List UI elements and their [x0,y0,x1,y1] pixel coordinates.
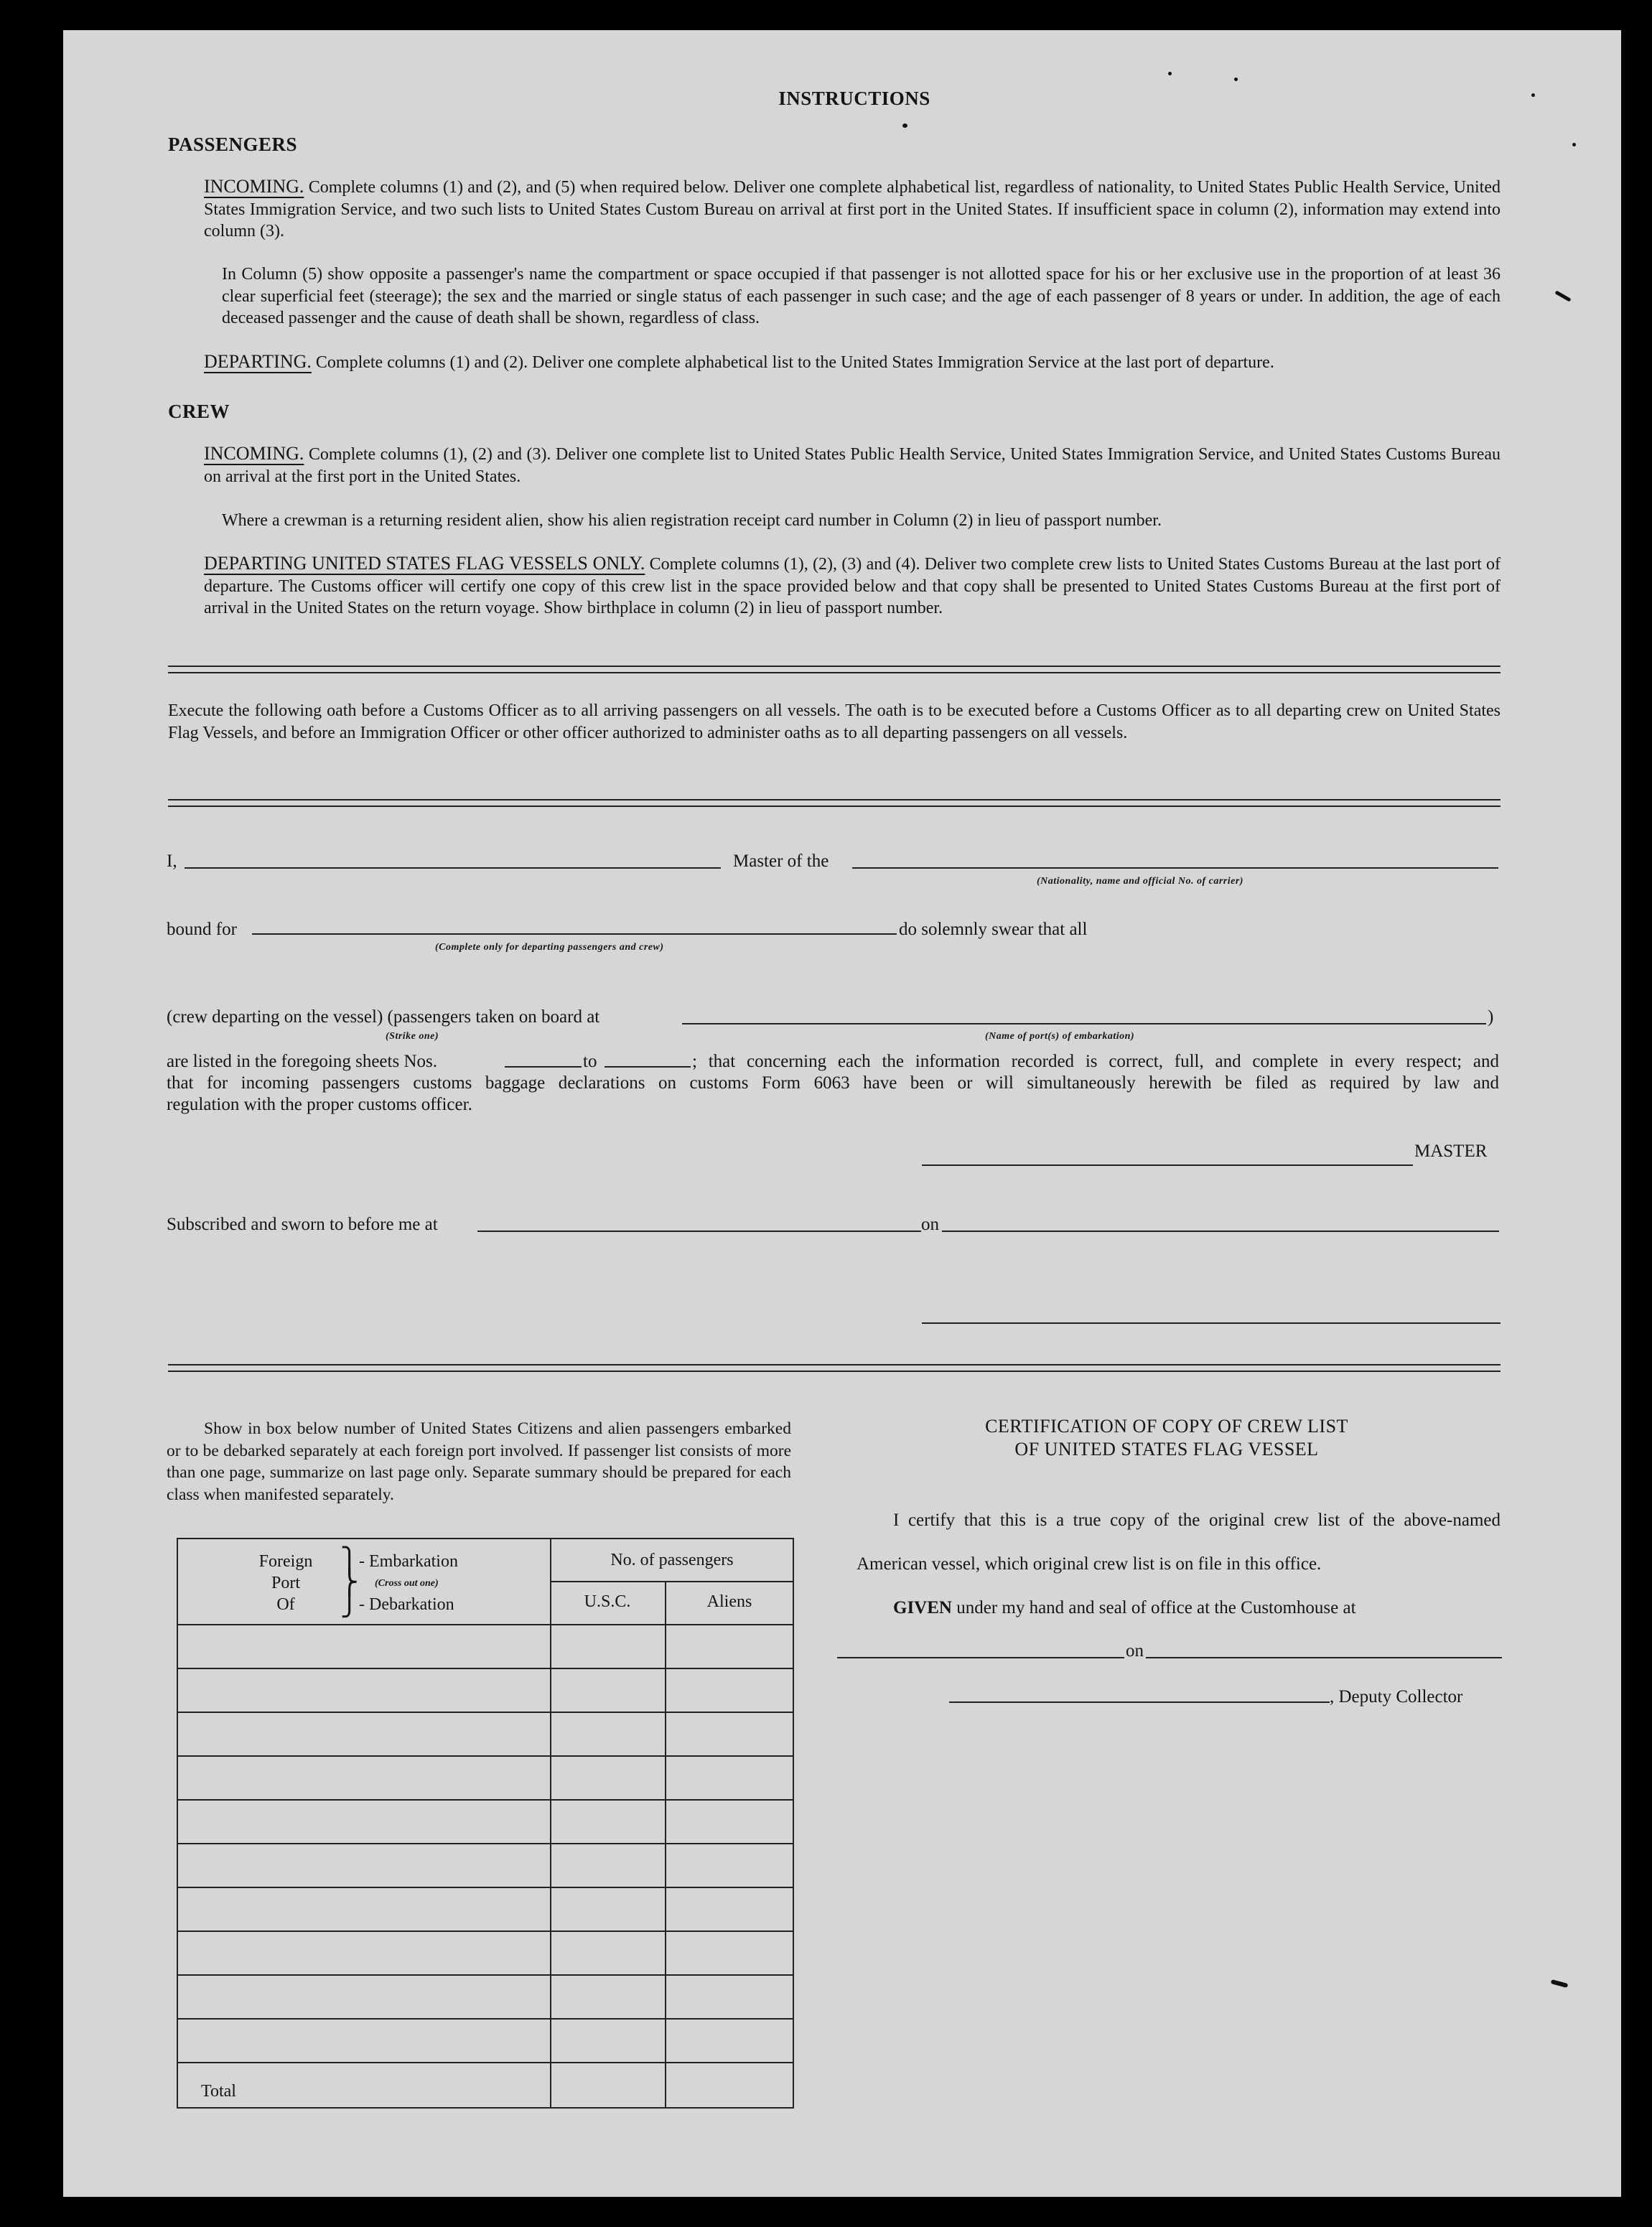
passenger-summary-table [177,1538,794,2109]
passengers-heading: PASSENGERS [168,134,298,155]
embarkation-port-field[interactable] [682,1023,1486,1024]
crew-incoming-label: INCOMING. [204,443,304,464]
sheet-from-field[interactable] [505,1066,582,1068]
passengers-departing-instructions [204,351,1501,374]
scan-speck [1572,143,1576,146]
to-label: to [583,1052,597,1071]
col-of: Of [276,1595,295,1614]
master-label: MASTER [1414,1141,1488,1161]
officer-signature-line[interactable] [922,1322,1501,1324]
table-header-divider [550,1581,794,1582]
passengers-departing-text: Complete columns (1) and (2). Deliver one complete alphabetical list to the United States Immigration Service at the last port of departure. [315,353,1274,372]
table-row[interactable] [178,1887,793,1888]
given-label: GIVEN [893,1598,952,1617]
listed-rest: ; that concerning each the information recorded is correct, full, and complete in every respect; and [692,1052,1499,1071]
table-row[interactable] [178,1799,793,1801]
bound-for-note: (Complete only for departing passengers and crew) [435,942,664,953]
crew-departing-instructions [204,553,1501,620]
carrier-field[interactable] [852,867,1498,869]
col-port: Port [271,1574,300,1592]
oath-i-label: I, [167,851,177,871]
passengers-incoming-instructions [204,176,1501,243]
page-title: INSTRUCTIONS [778,88,930,109]
oath-intro: Execute the following oath before a Customs Officer as to all arriving passengers on all vessels. The oath is to be executed before a Customs Officer as to all departing crew on United States Flag Vessels, and before an Immigration Officer or other officer authorized to administer oaths as to all departing passengers on all vessels. [168,701,1501,742]
cross-out-note: (Cross out one) [375,1578,439,1589]
deputy-signature-line[interactable] [949,1701,1330,1703]
master-signature-line[interactable] [922,1164,1413,1166]
table-row[interactable] [178,1668,793,1669]
section-divider [168,666,1501,673]
section-divider [168,799,1501,807]
certification-given [893,1598,1356,1618]
carrier-note: (Nationality, name and official No. of carrier) [1037,876,1243,887]
certification-on-label: on [1126,1641,1144,1661]
table-row[interactable] [178,2018,793,2020]
table-row[interactable] [178,1974,793,1976]
table-row[interactable] [178,2062,793,2063]
certification-line-2: American vessel, which original crew list is on file in this office. [857,1554,1322,1574]
summary-intro: Show in box below number of United States Citizens and alien passengers embarked or to be debarked separately at each foreign port involved. If passenger list consists of more than one page, summarize on last page only. Separate summary should be prepared for each class when manifested separately. [167,1419,791,1504]
sworn-on-label: on [921,1215,939,1234]
port-note: (Name of port(s) of embarkation) [985,1031,1135,1042]
table-row[interactable] [178,1624,793,1625]
bound-for-label: bound for [167,920,237,939]
crew-incoming-instructions [204,443,1501,487]
crew-departing-text: Complete columns (1), (2), (3) and (4). Deliver two complete crew lists to United States Customs Bureau at the last port of departure. The Customs officer will certify one copy of this crew list in the space provided below and that copy shall be presented to United States Customs Bureau at the first port of arrival in the United States on the return voyage. Show birthplace in column (2) in lieu of passport number. [204,555,1501,617]
crew-heading: CREW [168,401,230,422]
col-no-of-passengers: No. of passengers [610,1551,734,1569]
table-row[interactable] [178,1755,793,1757]
master-of-label: Master of the [733,851,829,871]
col-foreign: Foreign [258,1552,313,1571]
customhouse-place-field[interactable] [837,1657,1124,1658]
certification-line-1: I certify that this is a true copy of the original crew list of the above-named [893,1511,1501,1530]
col-usc: U.S.C. [584,1592,631,1611]
scan-speck [1531,93,1535,97]
embarkation-option: - Embarkation [359,1552,458,1571]
brace-icon: ⎬ [340,1569,359,1596]
swear-label: do solemnly swear that all [899,920,1088,939]
master-name-field[interactable] [185,867,721,869]
crew-departing-label: (crew departing on the vessel) (passengers taken on board at [167,1007,600,1027]
col-aliens: Aliens [706,1592,752,1611]
deputy-collector-label: , Deputy Collector [1330,1687,1463,1707]
crew-incoming-text: Complete columns (1), (2) and (3). Deliver one complete list to United States Public Health Service, United States Immigration Service, and United States Customs Bureau on arrival at the first port in the United States. [204,445,1501,486]
listed-line-2: that for incoming passengers customs baggage declarations on customs Form 6063 have been or will simultaneously herewith be filed as required by law and [167,1073,1499,1093]
certification-title-line-1: CERTIFICATION OF COPY OF CREW LIST [985,1416,1348,1437]
debarkation-option: - Debarkation [359,1595,454,1614]
passengers-incoming-text: Complete columns (1) and (2), and (5) when required below. Deliver one complete alphabetical list, regardless of nationality, to United States Public Health Service, United States Immigration Service, and two such lists to United States Custom Bureau on arrival at first port in the United States. If insufficient space in column (2), information may extend into column (3). [204,178,1501,241]
bound-for-field[interactable] [252,933,897,935]
crew-departing-label: DEPARTING UNITED STATES FLAG VESSELS ONLY. [204,553,645,574]
strike-note: (Strike one) [386,1031,439,1042]
sworn-date-field[interactable] [942,1231,1499,1232]
given-rest: under my hand and seal of office at the Customhouse at [956,1598,1356,1617]
listed-line-3: regulation with the proper customs officer. [167,1095,472,1114]
section-divider [168,1364,1501,1372]
subscribed-label: Subscribed and sworn to before me at [167,1215,438,1234]
table-row[interactable] [178,1843,793,1844]
scan-speck [1168,72,1172,75]
passengers-incoming-label: INCOMING. [204,176,304,197]
brace-icon: ⎫ [340,1548,359,1574]
sworn-place-field[interactable] [477,1231,921,1232]
scan-speck [902,123,907,128]
total-label: Total [201,2082,236,2101]
sheet-to-field[interactable] [605,1066,691,1068]
table-row[interactable] [178,1930,793,1932]
brace-icon: ⎭ [340,1591,359,1617]
close-paren: ) [1488,1007,1494,1027]
certification-title-line-2: OF UNITED STATES FLAG VESSEL [1014,1439,1319,1460]
passengers-departing-label: DEPARTING. [204,351,312,372]
crew-resident-instructions: Where a crewman is a returning resident alien, show his alien registration receipt card number in Column (2) in lieu of passport number. [222,511,1162,530]
table-row[interactable] [178,1712,793,1713]
certification-date-field[interactable] [1146,1657,1502,1658]
listed-prefix: are listed in the foregoing sheets Nos. [167,1052,437,1071]
scan-speck [1234,78,1238,81]
passengers-column5-instructions: In Column (5) show opposite a passenger's name the compartment or space occupied if that passenger is not allotted space for his or her exclusive use in the proportion of at least 36 clear superficial feet (steerage); the sex and the married or single status of each passenger in such case; and the age of each passenger of 8 years or under. In addition, the age of each deceased passenger and the cause of death shall be shown, regardless of class. [222,265,1501,327]
